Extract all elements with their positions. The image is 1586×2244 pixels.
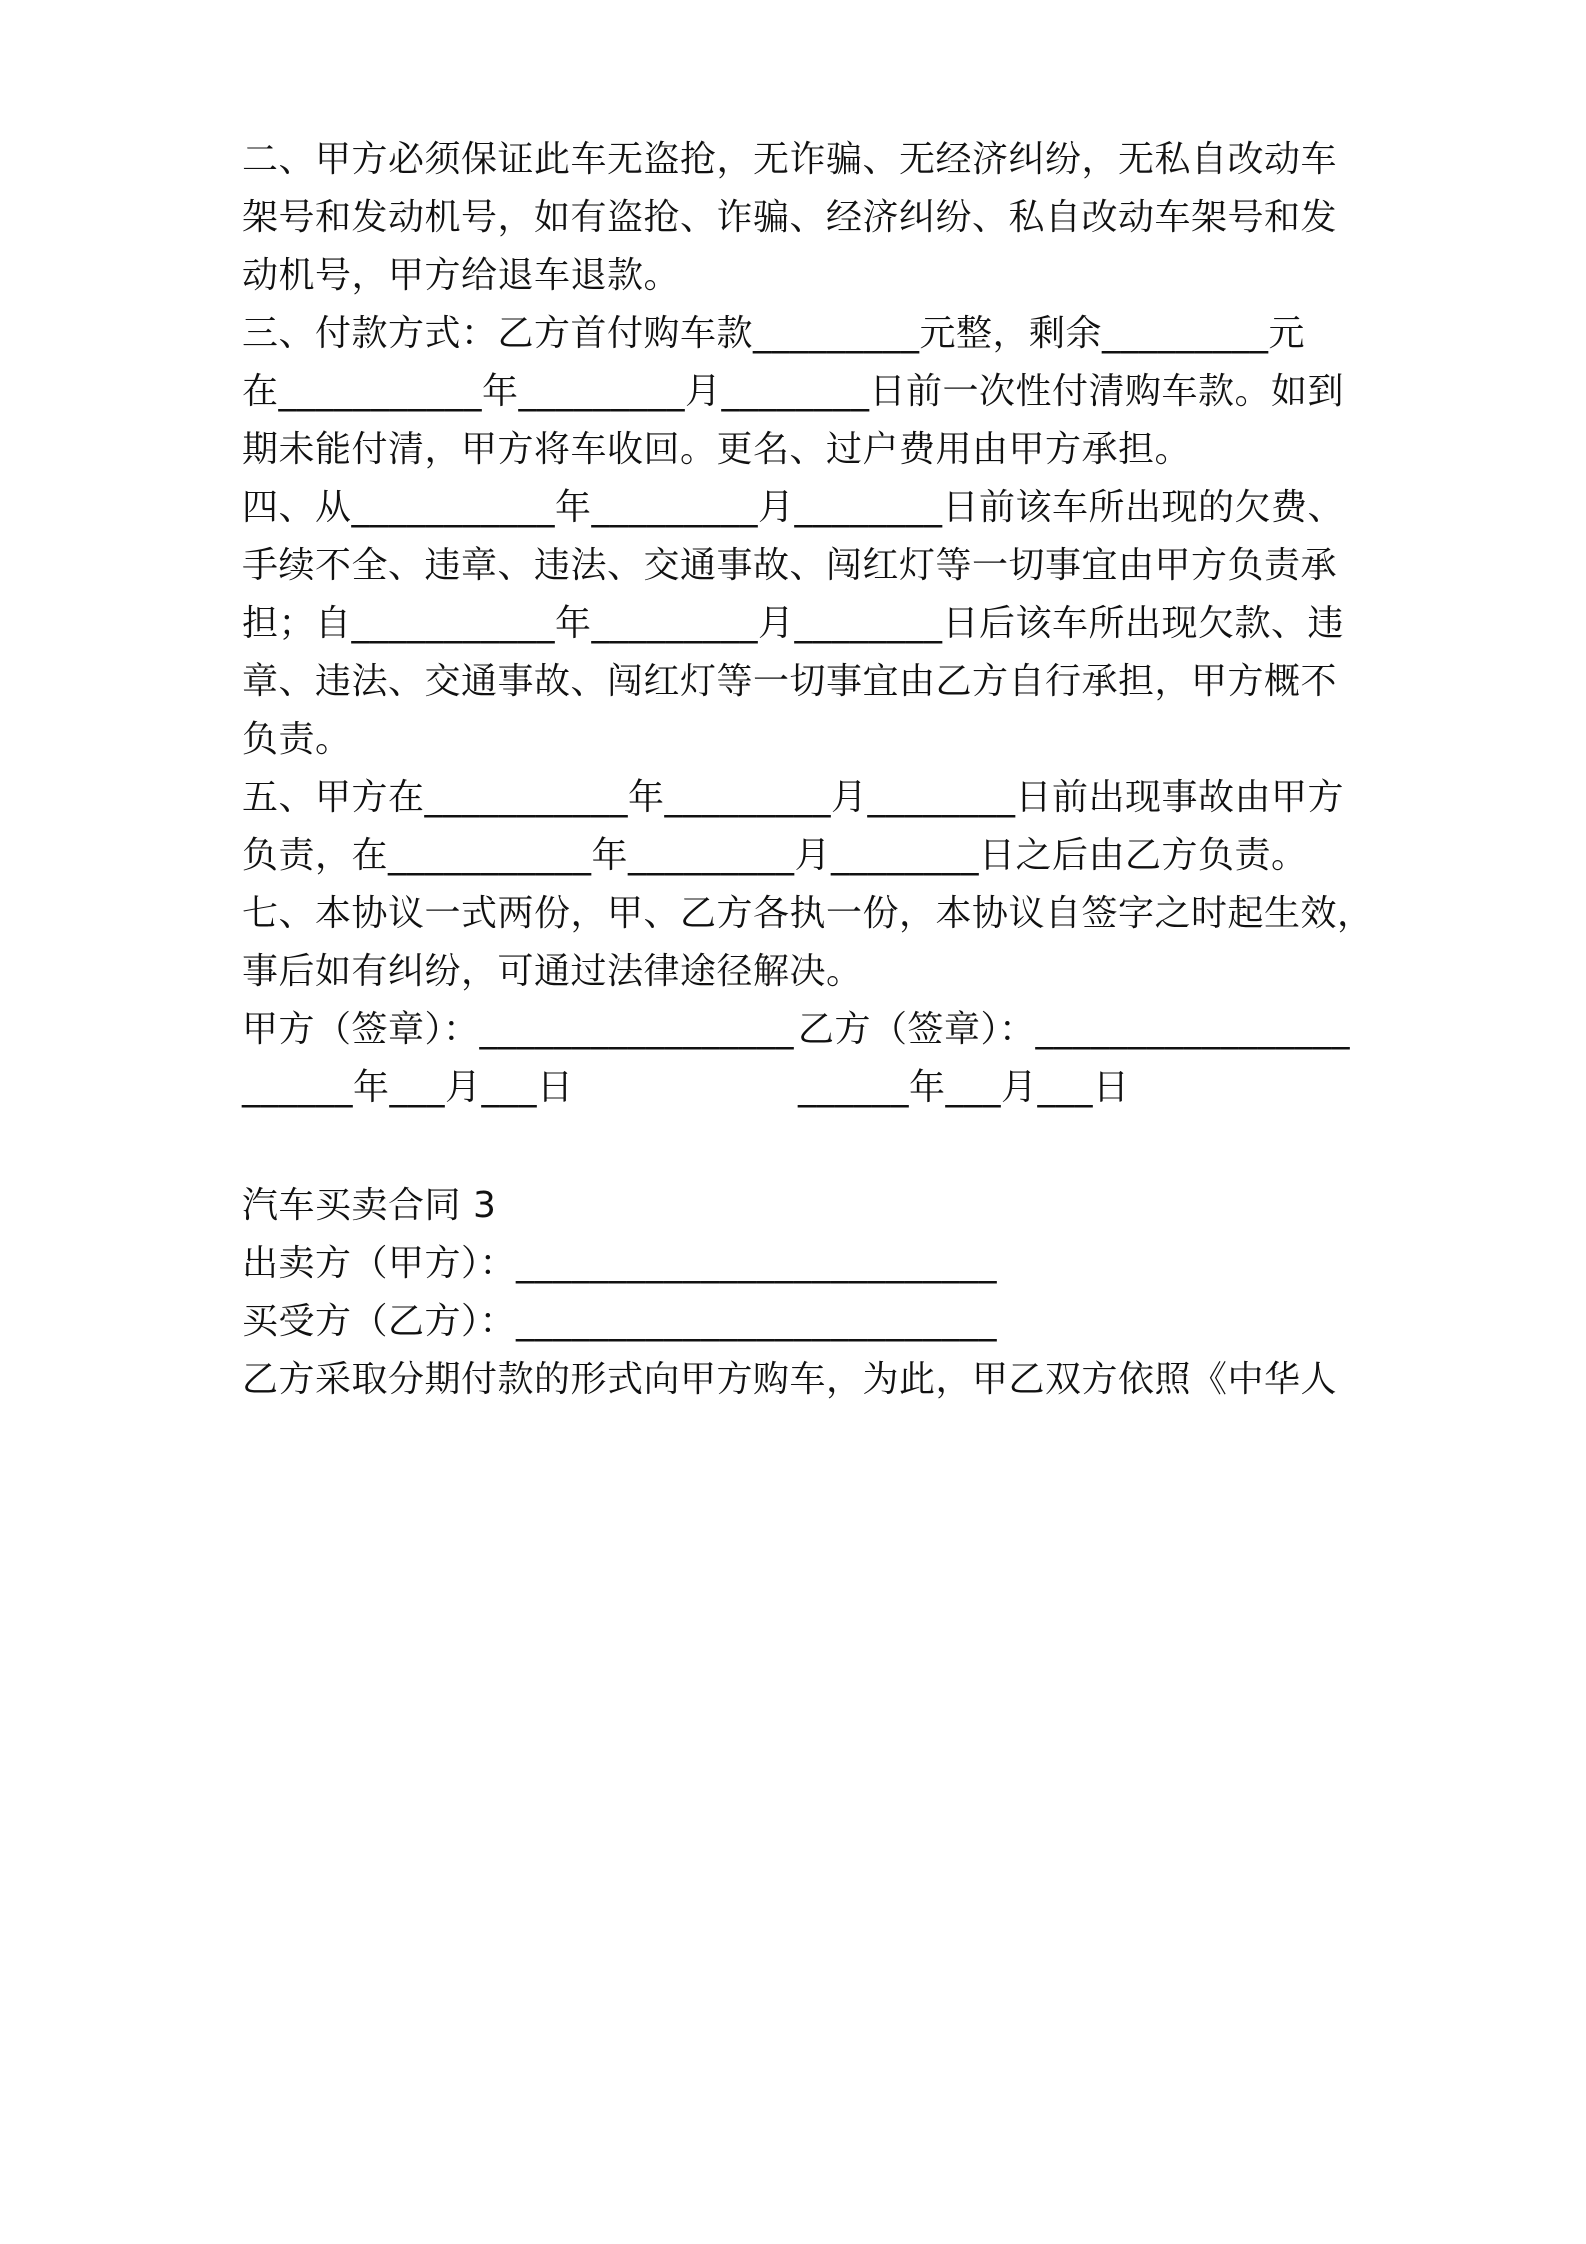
clause-4-line-1: 四、从___________年_________月________日前该车所出现的欠费、 (242, 487, 1345, 528)
contract-3-intro: 乙方采取分期付款的形式向甲方购车，为此，甲乙双方依照《中华人 (242, 1359, 1338, 1400)
party-b-signature: 乙方（签章）：_________________ (798, 1009, 1351, 1050)
clause-5-line-1: 五、甲方在___________年_________月________日前出现事故由甲方 (242, 777, 1345, 818)
clause-3-line-1: 三、付款方式：乙方首付购车款_________元整，剩余_________元 (242, 313, 1306, 354)
clause-4-line-5: 负责。 (242, 719, 352, 760)
clause-2-line-3: 动机号，甲方给退车退款。 (242, 255, 681, 296)
party-a-date: ______年___月___日 (242, 1067, 574, 1108)
party-a-signature: 甲方（签章）：_________________ (242, 1009, 795, 1050)
clause-4-line-4: 章、违法、交通事故、闯红灯等一切事宜由乙方自行承担，甲方概不 (242, 661, 1338, 702)
date-row-right (798, 1066, 1358, 1110)
signature-row-right (798, 1008, 1358, 1052)
party-b-date: ______年___月___日 (798, 1067, 1130, 1108)
clause-3-line-2: 在___________年_________月________日前一次性付清购车款。如到 (242, 371, 1345, 412)
clause-5-line-2: 负责，在___________年_________月________日之后由乙方负责。 (242, 835, 1308, 876)
contract-3-title: 汽车买卖合同 3 (242, 1185, 497, 1226)
clause-2-line-2: 架号和发动机号，如有盗抢、诈骗、经济纠纷、私自改动车架号和发 (242, 197, 1338, 238)
clause-7-line-1: 七、本协议一式两份，甲、乙方各执一份，本协议自签字之时起生效， (242, 893, 1374, 934)
clause-7-line-2: 事后如有纠纷，可通过法律途径解决。 (242, 951, 863, 992)
seller-line: 出卖方（甲方）：__________________________ (242, 1243, 998, 1284)
clause-3-line-3: 期未能付清，甲方将车收回。更名、过户费用由甲方承担。 (242, 429, 1192, 470)
clause-4-line-2: 手续不全、违章、违法、交通事故、闯红灯等一切事宜由甲方负责承 (242, 545, 1338, 586)
clause-2-line-1: 二、甲方必须保证此车无盗抢，无诈骗、无经济纠纷，无私自改动车 (242, 139, 1338, 180)
buyer-line: 买受方（乙方）：__________________________ (242, 1301, 998, 1342)
clause-4-line-3: 担；自___________年_________月________日后该车所出现欠款、违 (242, 603, 1345, 644)
